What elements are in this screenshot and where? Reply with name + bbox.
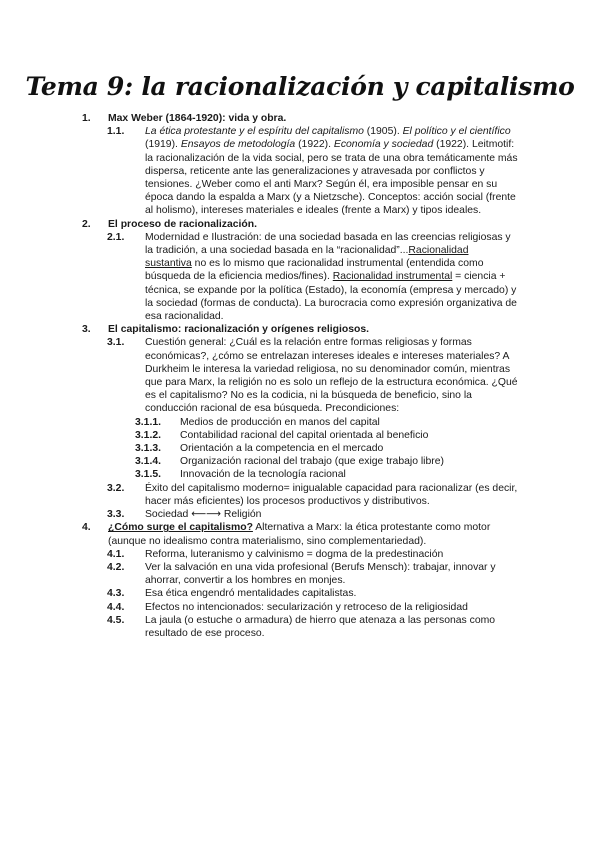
subitem-text: Orientación a la competencia en el mercado [180, 443, 384, 455]
item-3-2 [0, 482, 600, 508]
section-3 [0, 323, 600, 336]
text-run: (1919). [145, 139, 181, 151]
section-number: 4. [82, 522, 91, 534]
section-heading: Max Weber (1864-1920): vida y obra. [108, 113, 287, 124]
outline [0, 112, 600, 640]
item-number: 1.1. [107, 126, 125, 138]
subitem-text: Contabilidad racional del capital orientada al beneficio [180, 429, 429, 441]
item-number: 4.5. [107, 614, 125, 626]
work-title: La ética protestante y el espíritu del capitalismo [145, 126, 364, 138]
item-text [145, 125, 518, 217]
section-1 [0, 112, 600, 125]
subitem-3-1-4 [0, 455, 600, 468]
section-number: 1. [82, 113, 91, 124]
item-4-2 [0, 561, 600, 587]
item-number: 4.1. [107, 548, 125, 560]
item-text: Cuestión general: ¿Cuál es la relación entre formas religiosas y formas económicas?, ¿cómo se entrelazan intereses ideales e intereses materiales? A Durkheim le interesa la variedad religiosa, no su denominador común, mientras que para Marx, la religión no es solo un reflejo de la estructura económica. ¿Qué es el capitalismo? No es la codicia, ni la búsqueda de beneficio, sino la conducción racional de esa búsqueda. Precondiciones: [145, 337, 518, 415]
subitem-number: 3.1.2. [135, 429, 161, 441]
subitem-number: 3.1.4. [135, 456, 161, 468]
item-text: Ver la salvación en una vida profesional (Berufs Mensch): trabajar, innovar y ahorrar, convertir a los hombres en monjes. [145, 561, 496, 587]
section-heading: El capitalismo: racionalización y orígenes religiosos. [108, 324, 370, 336]
item-text: Éxito del capitalismo moderno= inigualable capacidad para racionalizar (es decir, hacer más eficientes) los procesos productivos y distributivos. [145, 482, 518, 507]
item-1-1 [0, 125, 600, 217]
section-number: 3. [82, 324, 91, 336]
subitem-3-1-5 [0, 468, 600, 481]
section-2 [0, 218, 600, 231]
item-number: 2.1. [107, 231, 125, 243]
work-title: El político y el científico [402, 126, 511, 138]
text-run: (1922). [295, 139, 334, 151]
item-text: La jaula (o estuche o armadura) de hierro que atenaza a las personas como resultado de ese proceso. [145, 614, 496, 639]
item-number: 4.3. [107, 588, 125, 600]
subitem-text: Innovación de la tecnología racional [180, 469, 346, 481]
section-heading: ¿Cómo surge el capitalismo? [108, 522, 253, 534]
text-run: no es lo mismo que racionalidad instrumental (entendida como búsqueda de la eficiencia medios/fines). [145, 258, 484, 283]
section-number: 2. [82, 218, 91, 230]
subitem-3-1-3 [0, 442, 600, 455]
item-3-1 [0, 336, 600, 415]
item-text: Reforma, luteranismo y calvinismo = dogma de la predestinación [145, 548, 444, 560]
underlined-term: Racionalidad instrumental [332, 271, 453, 283]
subitem-number: 3.1.5. [135, 469, 161, 481]
subitem-3-1-2 [0, 429, 600, 442]
text-run: (1922). Leitmotif: la racionalización de la vida social, pero se trata de una obra temáticamente más dispersa, reticente ante las generalizaciones y atravesada por conflictos y tensiones. ¿Weber como el anti Marx? Según él, era imposible pensar en su época dando la espalda a Marx (y a Nietzsche). Conceptos: acción social (frente al holismo), intereses materiales e ideales (frente a Marx) y tipos ideales. [145, 139, 518, 217]
subitem-3-1-1 [0, 416, 600, 429]
section-4 [0, 521, 600, 547]
work-title: Ensayos de metodología [180, 139, 296, 151]
item-3-3 [0, 508, 600, 521]
item-text: Efectos no intencionados: secularización y retroceso de la religiosidad [145, 601, 468, 613]
item-4-4 [0, 601, 600, 614]
item-2-1 [0, 231, 600, 323]
item-number: 3.3. [107, 509, 125, 521]
text-run: = ciencia + técnica, se expande por la política (Estado), la economía (empresa y mercado) y la sociedad (formas de conducta). La burocracia como expresión organizativa de esa racionalidad. [145, 271, 517, 323]
item-number: 3.2. [107, 482, 125, 494]
page-title: Tema 9: la racionalización y capitalismo [25, 72, 575, 101]
section-heading: El proceso de racionalización. [108, 218, 257, 230]
work-title: Economía y sociedad [333, 139, 434, 151]
text-run: (1905). [363, 126, 403, 138]
item-number: 4.2. [107, 561, 125, 573]
item-text: Sociedad ⟵⟶ Religión [145, 509, 262, 521]
text-run: Alternativa a Marx: la ética protestante como motor (aunque no idealismo contra materialismo, sino complementariedad). [108, 522, 491, 547]
underlined-term: Racionalidad sustantiva [145, 245, 469, 270]
subitem-text: Organización racional del trabajo (que exige trabajo libre) [180, 456, 444, 468]
subitem-text: Medios de producción en manos del capital [180, 416, 380, 428]
item-4-1 [0, 548, 600, 561]
item-number: 4.4. [107, 601, 125, 613]
item-4-3 [0, 587, 600, 600]
item-4-5 [0, 614, 600, 640]
item-text: Esa ética engendró mentalidades capitalistas. [145, 588, 357, 600]
subitem-number: 3.1.3. [135, 443, 161, 455]
text-run: Modernidad e Ilustración: de una sociedad basada en las creencias religiosas y la tradición, a una sociedad basada en la “racionalidad”... [145, 231, 511, 257]
item-text [145, 231, 518, 323]
subitem-number: 3.1.1. [135, 416, 161, 428]
item-number: 3.1. [107, 337, 125, 349]
section-text [108, 521, 518, 547]
